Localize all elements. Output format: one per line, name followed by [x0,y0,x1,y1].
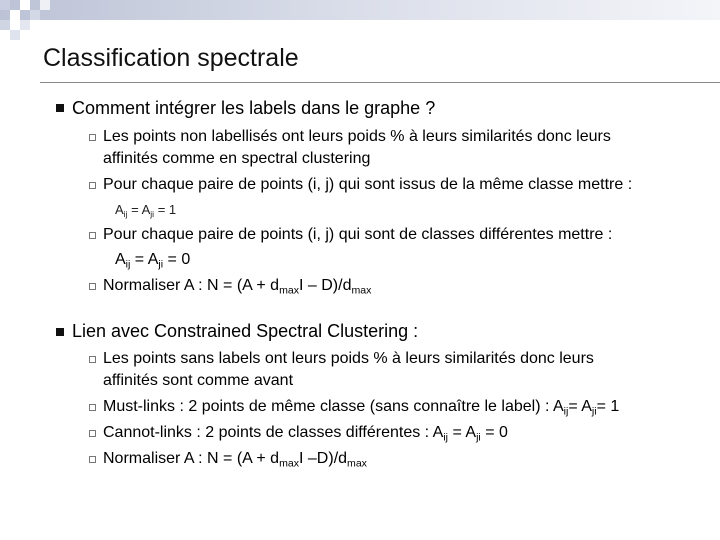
bullet-hollow-square-icon [89,182,96,189]
section-1-item-1-line-2: affinités comme en spectral clustering [103,150,371,167]
bullet-hollow-square-icon [89,283,96,290]
bullet-hollow-square-icon [89,134,96,141]
section-2-item-1-line-1: Les points sans labels ont leurs poids % à leurs similarités donc leurs [103,350,594,367]
bullet-hollow-square-icon [89,232,96,239]
section-2-item-4: Normaliser A : $N = (A + d_{max}I$ $-D)/d_{max}$ [103,450,367,470]
bullet-hollow-square-icon [89,456,96,463]
section-1-item-2-line-1: Pour chaque paire de points (i, j) qui sont issus de la même classe mettre : [103,176,633,193]
section-2-heading: Lien avec Constrained Spectral Clustering : [72,321,419,341]
slide-title: Classification spectrale [43,44,299,72]
title-divider [40,82,720,83]
bullet-square-icon [56,104,64,112]
section-2-item-3: Cannot-links : 2 points de classes différentes : $A_{ij} = A_{ji} = 0$ [103,424,508,444]
bullet-hollow-square-icon [89,430,96,437]
section-1-item-1-line-1: Les points non labellisés ont leurs poids % à leurs similarités donc leurs [103,128,611,145]
bullet-square-icon [56,328,64,336]
section-2-item-2: Must-links : 2 points de même classe (sans connaître le label) : $A_{ij}= A_{ji}= 1$ [103,398,620,418]
bullet-hollow-square-icon [89,356,96,363]
bullet-hollow-square-icon [89,404,96,411]
section-2-item-1-line-2: affinités sont comme avant [103,372,294,389]
header-decoration [0,0,720,40]
section-1-item-4: Normaliser A : $N = (A + d_{max}I - D)/d_{max}$ [103,277,372,297]
section-1-heading: Comment intégrer les labels dans le graphe ? [72,98,436,118]
formula-same-class: $A_{ij} = A_{ji} = 1$ [115,202,177,219]
section-1-item-3-line-1: Pour chaque paire de points (i, j) qui sont de classes différentes mettre : [103,226,613,243]
formula-different-class: $A_{ij} = A_{ji} = 0$ [115,251,191,271]
